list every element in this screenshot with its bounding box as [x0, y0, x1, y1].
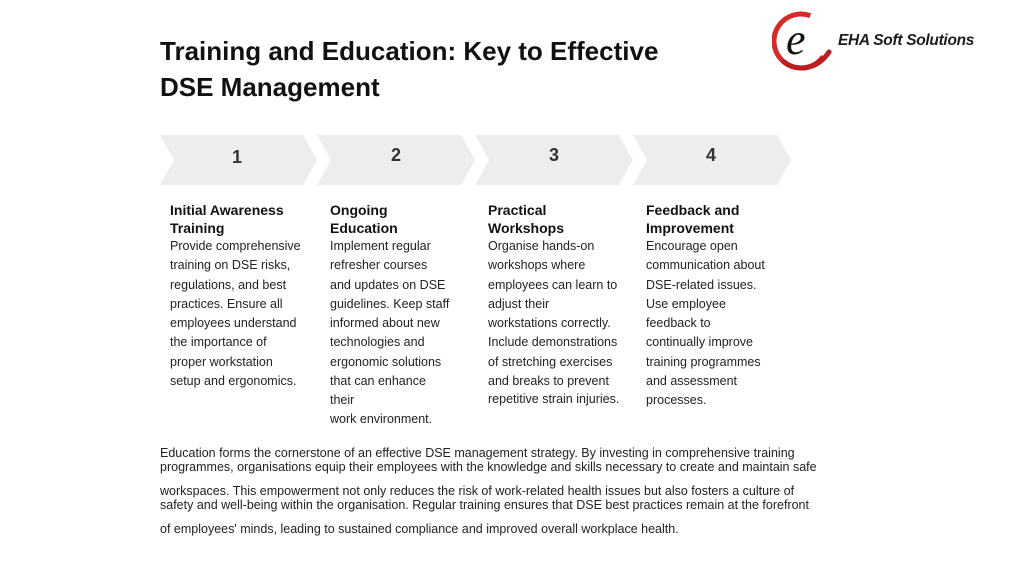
step-2-heading [330, 201, 470, 237]
body-line: employees can learn to [488, 277, 618, 292]
body-line: guidelines. Keep staff [330, 296, 450, 311]
body-line: and breaks to prevent [488, 374, 609, 389]
step-4-column [646, 201, 786, 411]
step-4-description [646, 237, 786, 411]
summary-paragraph-1 [160, 446, 850, 474]
body-line: continually improve [646, 335, 753, 350]
body-line: feedback to [646, 316, 711, 331]
body-line: and updates on DSE [330, 277, 446, 292]
page-title-line-1: Training and Education: Key to Effective [160, 36, 659, 66]
body-line: and assessment [646, 374, 738, 389]
body-line: workshops where [488, 258, 586, 273]
step-number-4: 4 [705, 145, 716, 165]
body-line: refresher courses [330, 258, 428, 273]
heading-line: Ongoing [330, 202, 388, 218]
body-line: adjust their [488, 296, 550, 311]
body-line: employees understand [170, 316, 297, 331]
body-line: Use employee [646, 296, 726, 311]
heading-line: Training [170, 220, 225, 236]
step-3-column [488, 201, 628, 407]
brand-name: EHA Soft Solutions [838, 32, 975, 49]
heading-line: Workshops [488, 220, 564, 236]
heading-line: Practical [488, 202, 547, 218]
process-chevrons [0, 0, 1024, 200]
heading-line: Feedback and [646, 202, 740, 218]
step-2-column [330, 201, 470, 427]
heading-line: Initial Awareness [170, 202, 284, 218]
body-line: ergonomic solutions [330, 354, 442, 369]
body-line: their [330, 393, 355, 408]
body-line: that can enhance [330, 374, 426, 389]
heading-line: Improvement [646, 220, 734, 236]
step-number-1: 1 [231, 147, 242, 167]
summary-text [160, 446, 850, 536]
body-line: DSE-related issues. [646, 277, 757, 292]
summary-line: Education forms the cornerstone of an effective DSE management strategy. By investing in comprehensive training [160, 446, 795, 460]
body-line: communication about [646, 258, 765, 273]
summary-paragraph-3 [160, 522, 850, 536]
body-line: processes. [646, 393, 707, 408]
summary-line: of employees' minds, leading to sustained compliance and improved overall workplace health. [160, 522, 679, 536]
body-line: Implement regular [330, 239, 431, 253]
body-line: Organise hands-on [488, 239, 595, 253]
step-number-2: 2 [390, 145, 401, 165]
body-line: Include demonstrations [488, 335, 618, 350]
body-line: setup and ergonomics. [170, 374, 297, 389]
body-line: Provide comprehensive [170, 239, 301, 253]
body-line: work environment. [330, 411, 433, 426]
page-title-line-2: DSE Management [160, 72, 380, 102]
step-1-column [170, 201, 310, 391]
step-1-heading [170, 201, 310, 237]
body-line: workstations correctly. [488, 316, 611, 331]
step-number-3: 3 [548, 145, 559, 165]
body-line: training programmes [646, 354, 761, 369]
step-2-description [330, 237, 470, 427]
step-3-description [488, 237, 628, 407]
body-line: practices. Ensure all [170, 296, 283, 311]
body-line: technologies and [330, 335, 425, 350]
summary-line: programmes, organisations equip their employees with the knowledge and skills necessary to create and maintain safe [160, 460, 817, 474]
step-1-description [170, 237, 310, 391]
body-line: repetitive strain injuries. [488, 392, 620, 407]
body-line: of stretching exercises [488, 354, 613, 369]
step-3-heading [488, 201, 628, 237]
step-4-heading [646, 201, 786, 237]
body-line: training on DSE risks, [170, 258, 291, 273]
body-line: proper workstation [170, 354, 273, 369]
summary-paragraph-2 [160, 484, 850, 512]
summary-line: safety and well-being within the organisation. Regular training ensures that DSE best practices remain at the forefront [160, 498, 809, 512]
body-line: Encourage open [646, 239, 738, 253]
heading-line: Education [330, 220, 398, 236]
body-line: informed about new [330, 316, 440, 331]
logo-letter: e [786, 15, 806, 64]
summary-line: workspaces. This empowerment not only reduces the risk of work-related health issues but also fosters a culture of [160, 484, 795, 498]
body-line: regulations, and best [170, 277, 287, 292]
body-line: the importance of [170, 335, 267, 350]
